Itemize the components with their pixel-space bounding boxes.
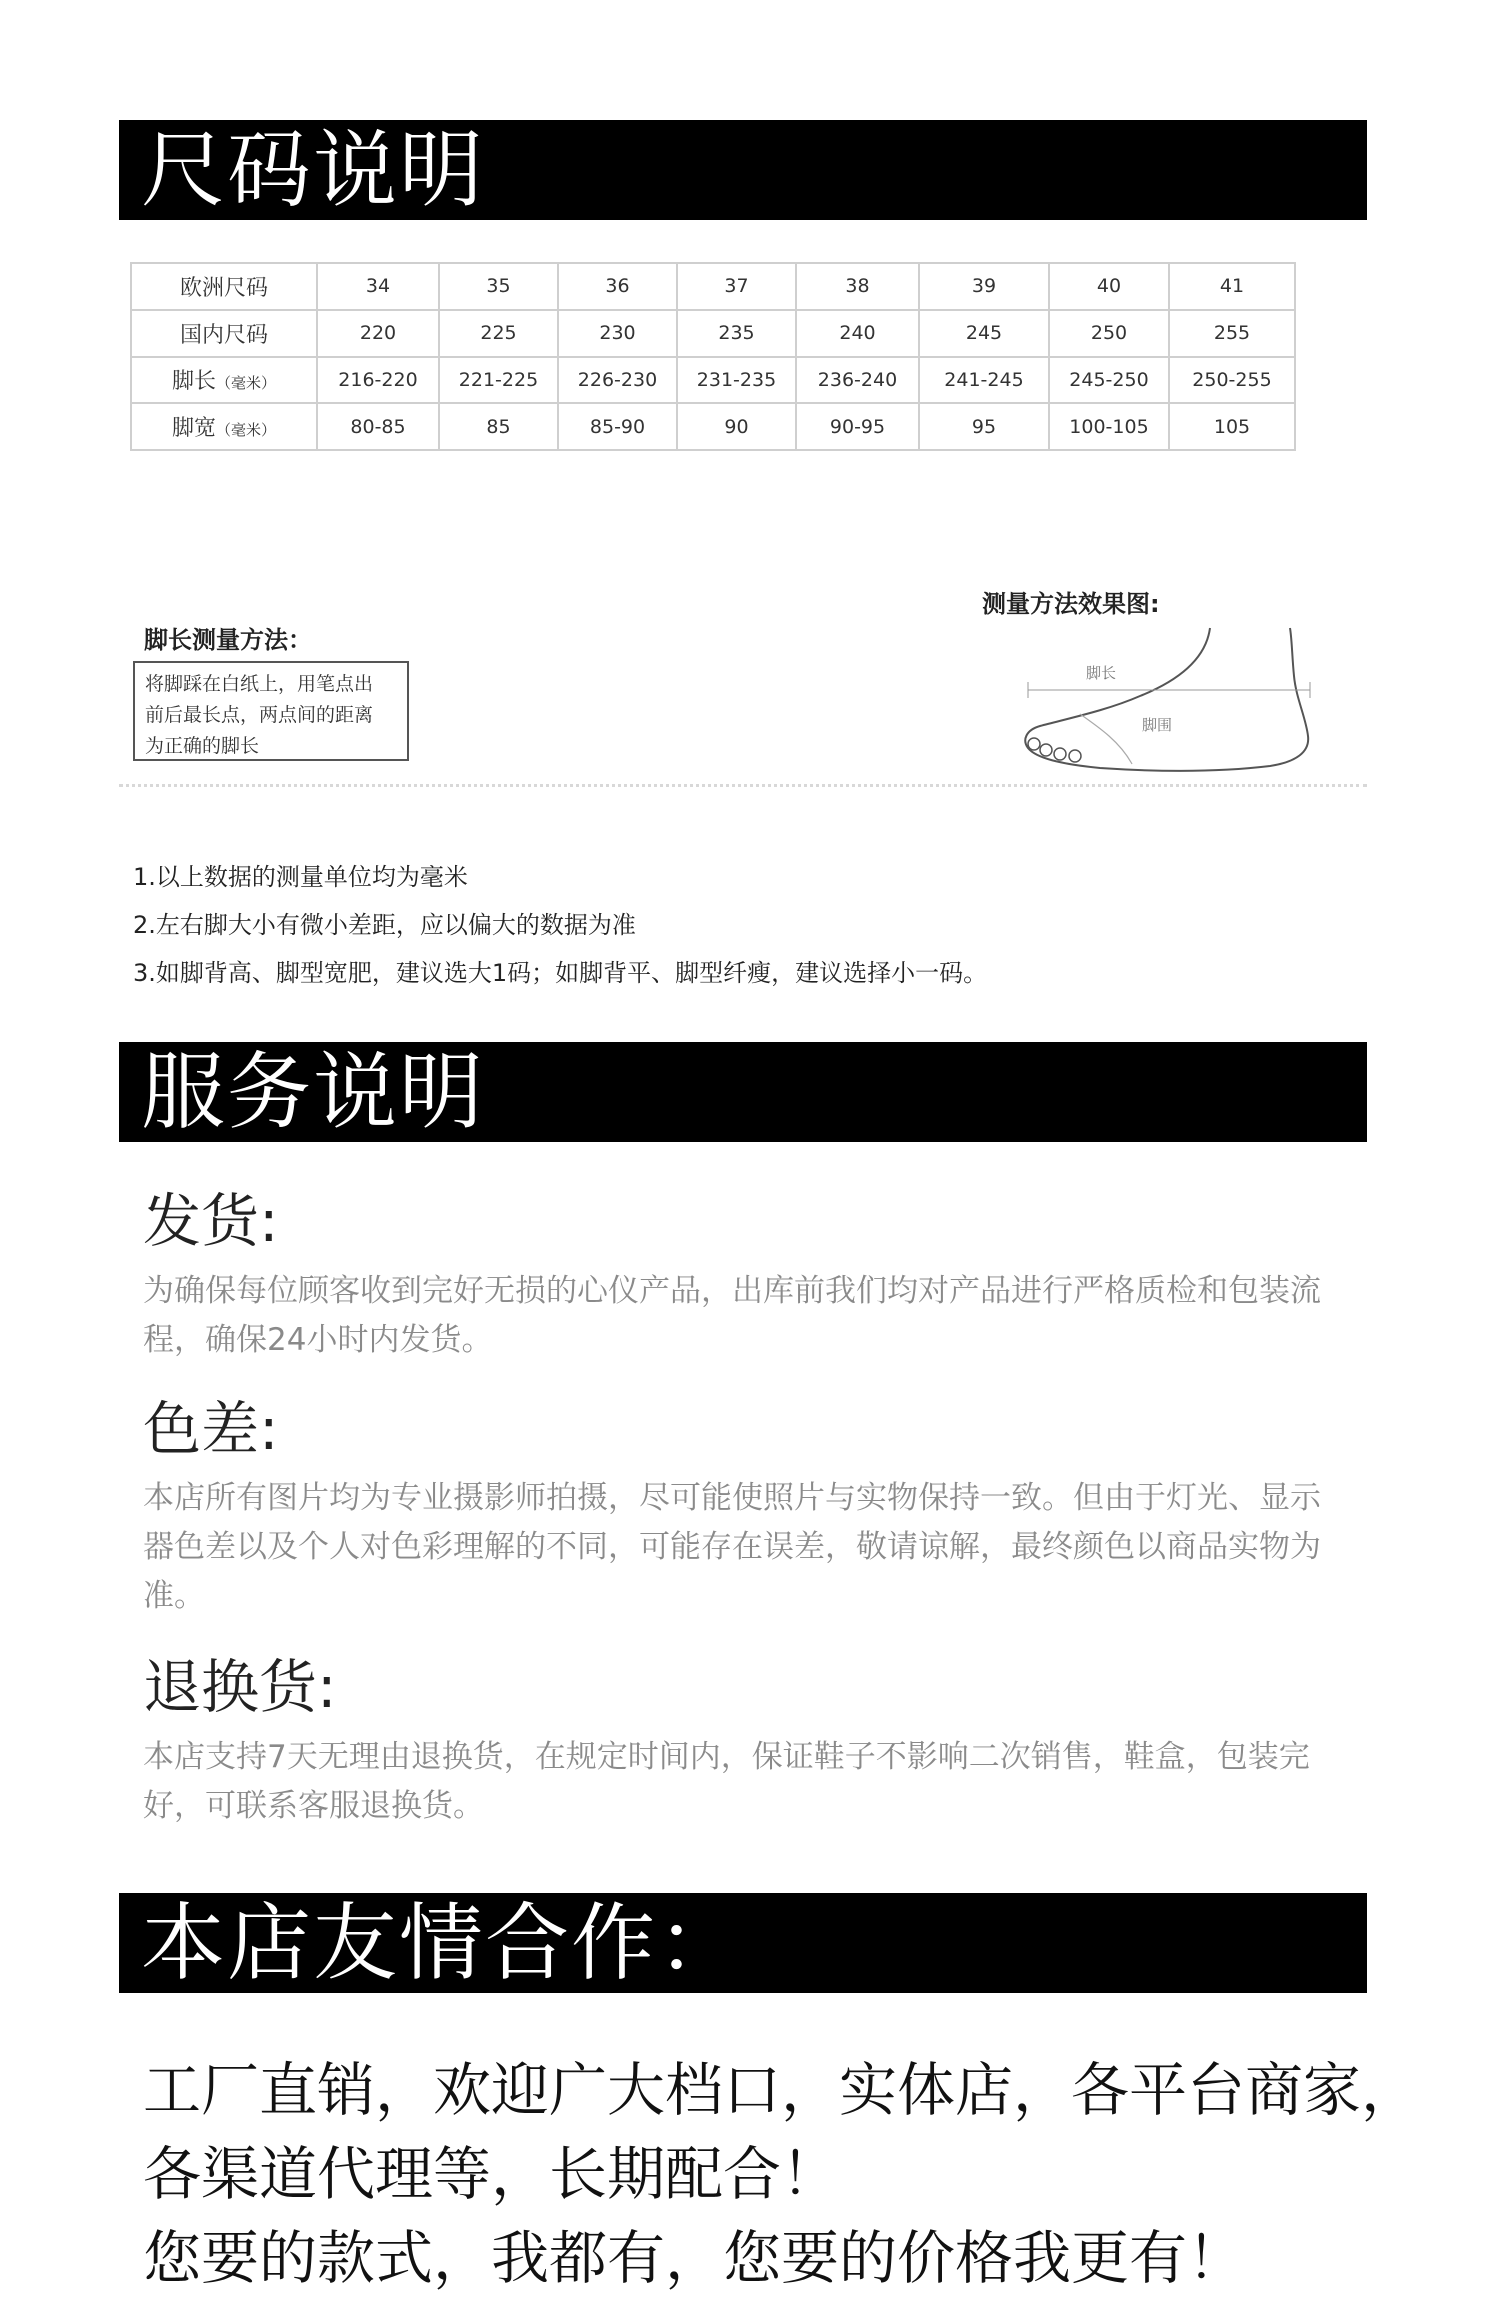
note-item: 3.如脚背高、脚型宽肥，建议选大1码；如脚背平、脚型纤瘦，建议选择小一码。	[133, 959, 988, 987]
row-header: 脚长（毫米）	[131, 357, 317, 404]
service-section-title: 服务说明	[141, 1043, 486, 1141]
table-cell: 225	[439, 310, 558, 357]
row-header: 国内尺码	[131, 310, 317, 357]
foot-measure-diagram	[1020, 618, 1340, 778]
table-cell: 226-230	[558, 357, 677, 404]
size-section-banner	[119, 120, 1367, 220]
table-row	[131, 403, 1295, 450]
table-cell: 39	[919, 263, 1049, 310]
service-section-banner	[119, 1042, 1367, 1142]
note-item: 1.以上数据的测量单位均为毫米	[133, 863, 468, 891]
table-cell: 241-245	[919, 357, 1049, 404]
table-cell: 36	[558, 263, 677, 310]
table-cell: 41	[1169, 263, 1295, 310]
row-header: 欧洲尺码	[131, 263, 317, 310]
toe	[1028, 738, 1040, 750]
size-table	[130, 262, 1296, 451]
measure-title: 脚长测量方法：	[144, 626, 312, 654]
toe	[1040, 744, 1052, 756]
table-row	[131, 357, 1295, 404]
table-cell: 231-235	[677, 357, 796, 404]
foot-outline	[1025, 628, 1308, 771]
instruction-line: 前后最长点，两点间的距离	[145, 704, 374, 726]
shipping-text: 为确保每位顾客收到完好无损的心仪产品，出库前我们均对产品进行严格质检和包装流程，确保24小时内发货。	[143, 1273, 1321, 1358]
cooperation-section-banner	[119, 1893, 1367, 1993]
table-cell: 38	[796, 263, 919, 310]
row-header: 脚宽（毫米）	[131, 403, 317, 450]
table-cell: 105	[1169, 403, 1295, 450]
table-cell: 40	[1049, 263, 1169, 310]
cooperation-line: 工厂直销，欢迎广大档口，实体店，各平台商家，	[143, 2056, 1420, 2124]
table-cell: 245-250	[1049, 357, 1169, 404]
table-cell: 250	[1049, 310, 1169, 357]
toe	[1054, 748, 1066, 760]
color-text: 本店所有图片均为专业摄影师拍摄，尽可能使照片与实物保持一致。但由于灯光、显示器色差以及个人对色彩理解的不同，可能存在误差，敬请谅解，最终颜色以商品实物为准。	[143, 1480, 1321, 1614]
note-item: 2.左右脚大小有微小差距，应以偏大的数据为准	[133, 911, 636, 939]
return-text: 本店支持7天无理由退换货，在规定时间内，保证鞋子不影响二次销售，鞋盒，包装完好，可联系客服退换货。	[143, 1739, 1310, 1824]
table-cell: 250-255	[1169, 357, 1295, 404]
instruction-line: 将脚踩在白纸上，用笔点出	[145, 673, 374, 695]
color-heading: 色差:	[143, 1395, 279, 1463]
instruction-line: 为正确的脚长	[145, 735, 260, 757]
table-cell: 240	[796, 310, 919, 357]
table-cell: 35	[439, 263, 558, 310]
table-row	[131, 263, 1295, 310]
table-cell: 90-95	[796, 403, 919, 450]
cooperation-text	[143, 2048, 1419, 2300]
girth-label: 脚围	[1142, 716, 1173, 734]
table-cell: 80-85	[317, 403, 439, 450]
table-cell: 230	[558, 310, 677, 357]
table-cell: 236-240	[796, 357, 919, 404]
section-divider	[119, 784, 1367, 787]
shipping-heading: 发货:	[143, 1187, 279, 1255]
table-cell: 221-225	[439, 357, 558, 404]
table-cell: 37	[677, 263, 796, 310]
table-cell: 100-105	[1049, 403, 1169, 450]
toe	[1069, 750, 1081, 762]
cooperation-line: 各渠道代理等，长期配合！	[143, 2140, 840, 2208]
table-cell: 95	[919, 403, 1049, 450]
table-cell: 220	[317, 310, 439, 357]
table-cell: 216-220	[317, 357, 439, 404]
table-cell: 85	[439, 403, 558, 450]
measure-instructions	[133, 661, 409, 761]
length-label: 脚长	[1086, 664, 1117, 682]
girth-guide	[1080, 714, 1132, 764]
return-heading: 退换货:	[143, 1653, 337, 1721]
table-cell: 255	[1169, 310, 1295, 357]
cooperation-section-title: 本店友情合作：	[141, 1894, 744, 1992]
table-cell: 245	[919, 310, 1049, 357]
table-cell: 85-90	[558, 403, 677, 450]
table-cell: 90	[677, 403, 796, 450]
cooperation-line: 您要的款式，我都有，您要的价格我更有！	[143, 2224, 1246, 2292]
table-cell: 34	[317, 263, 439, 310]
table-cell: 235	[677, 310, 796, 357]
table-row	[131, 310, 1295, 357]
size-section-title: 尺码说明	[141, 121, 486, 219]
effect-diagram-title: 测量方法效果图:	[982, 590, 1160, 618]
